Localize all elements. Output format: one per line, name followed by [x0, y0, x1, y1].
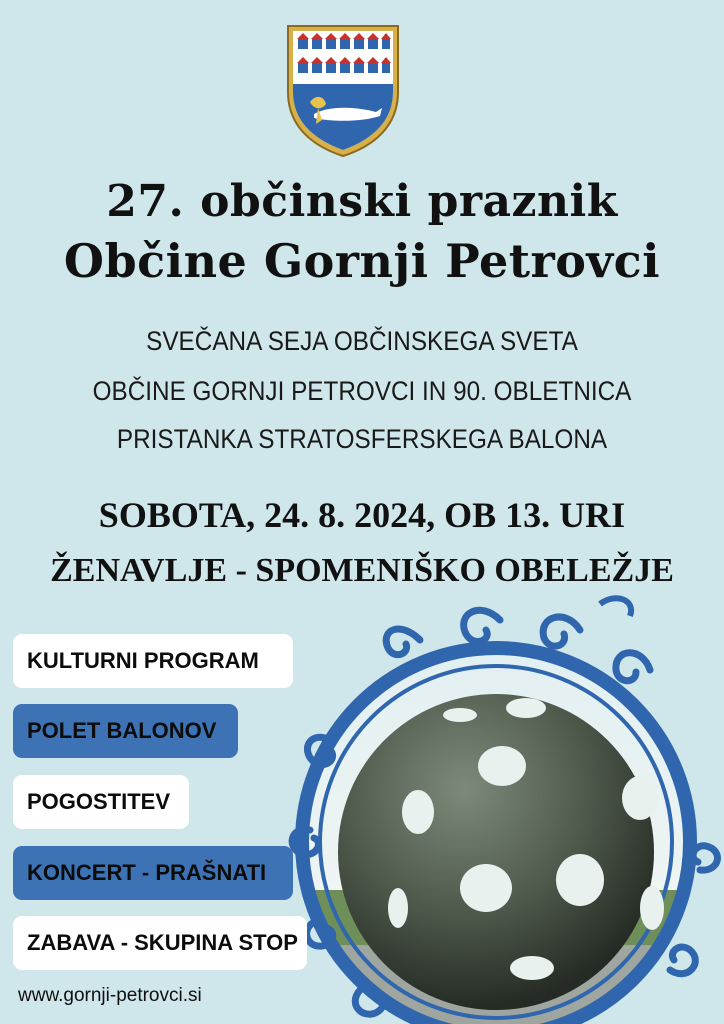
program-item-kulturni-program: KULTURNI PROGRAM — [13, 634, 293, 688]
event-location: ŽENAVLJE - SPOMENIŠKO OBELEŽJE — [50, 552, 674, 589]
monument-illustration — [270, 590, 724, 1024]
program-item-zabava: ZABAVA - SKUPINA STOP — [13, 916, 307, 970]
subtitle-line1: SVEČANA SEJA OBČINSKEGA SVETA — [146, 326, 578, 356]
event-date: SOBOTA, 24. 8. 2024, OB 13. URI — [98, 495, 626, 535]
event-title-line2: Občine Gornji Petrovci — [63, 234, 661, 288]
program-item-polet-balonov: POLET BALONOV — [13, 704, 238, 758]
coat-of-arms-icon — [284, 22, 402, 160]
event-title-line1: 27. občinski praznik — [106, 176, 618, 227]
program-item-koncert: KONCERT - PRAŠNATI — [13, 846, 293, 900]
subtitle-line2: OBČINE GORNJI PETROVCI IN 90. OBLETNICA — [92, 376, 632, 406]
subtitle-line3: PRISTANKA STRATOSFERSKEGA BALONA — [116, 424, 608, 454]
program-item-pogostitev: POGOSTITEV — [13, 775, 189, 829]
website-url: www.gornji-petrovci.si — [18, 985, 202, 1006]
